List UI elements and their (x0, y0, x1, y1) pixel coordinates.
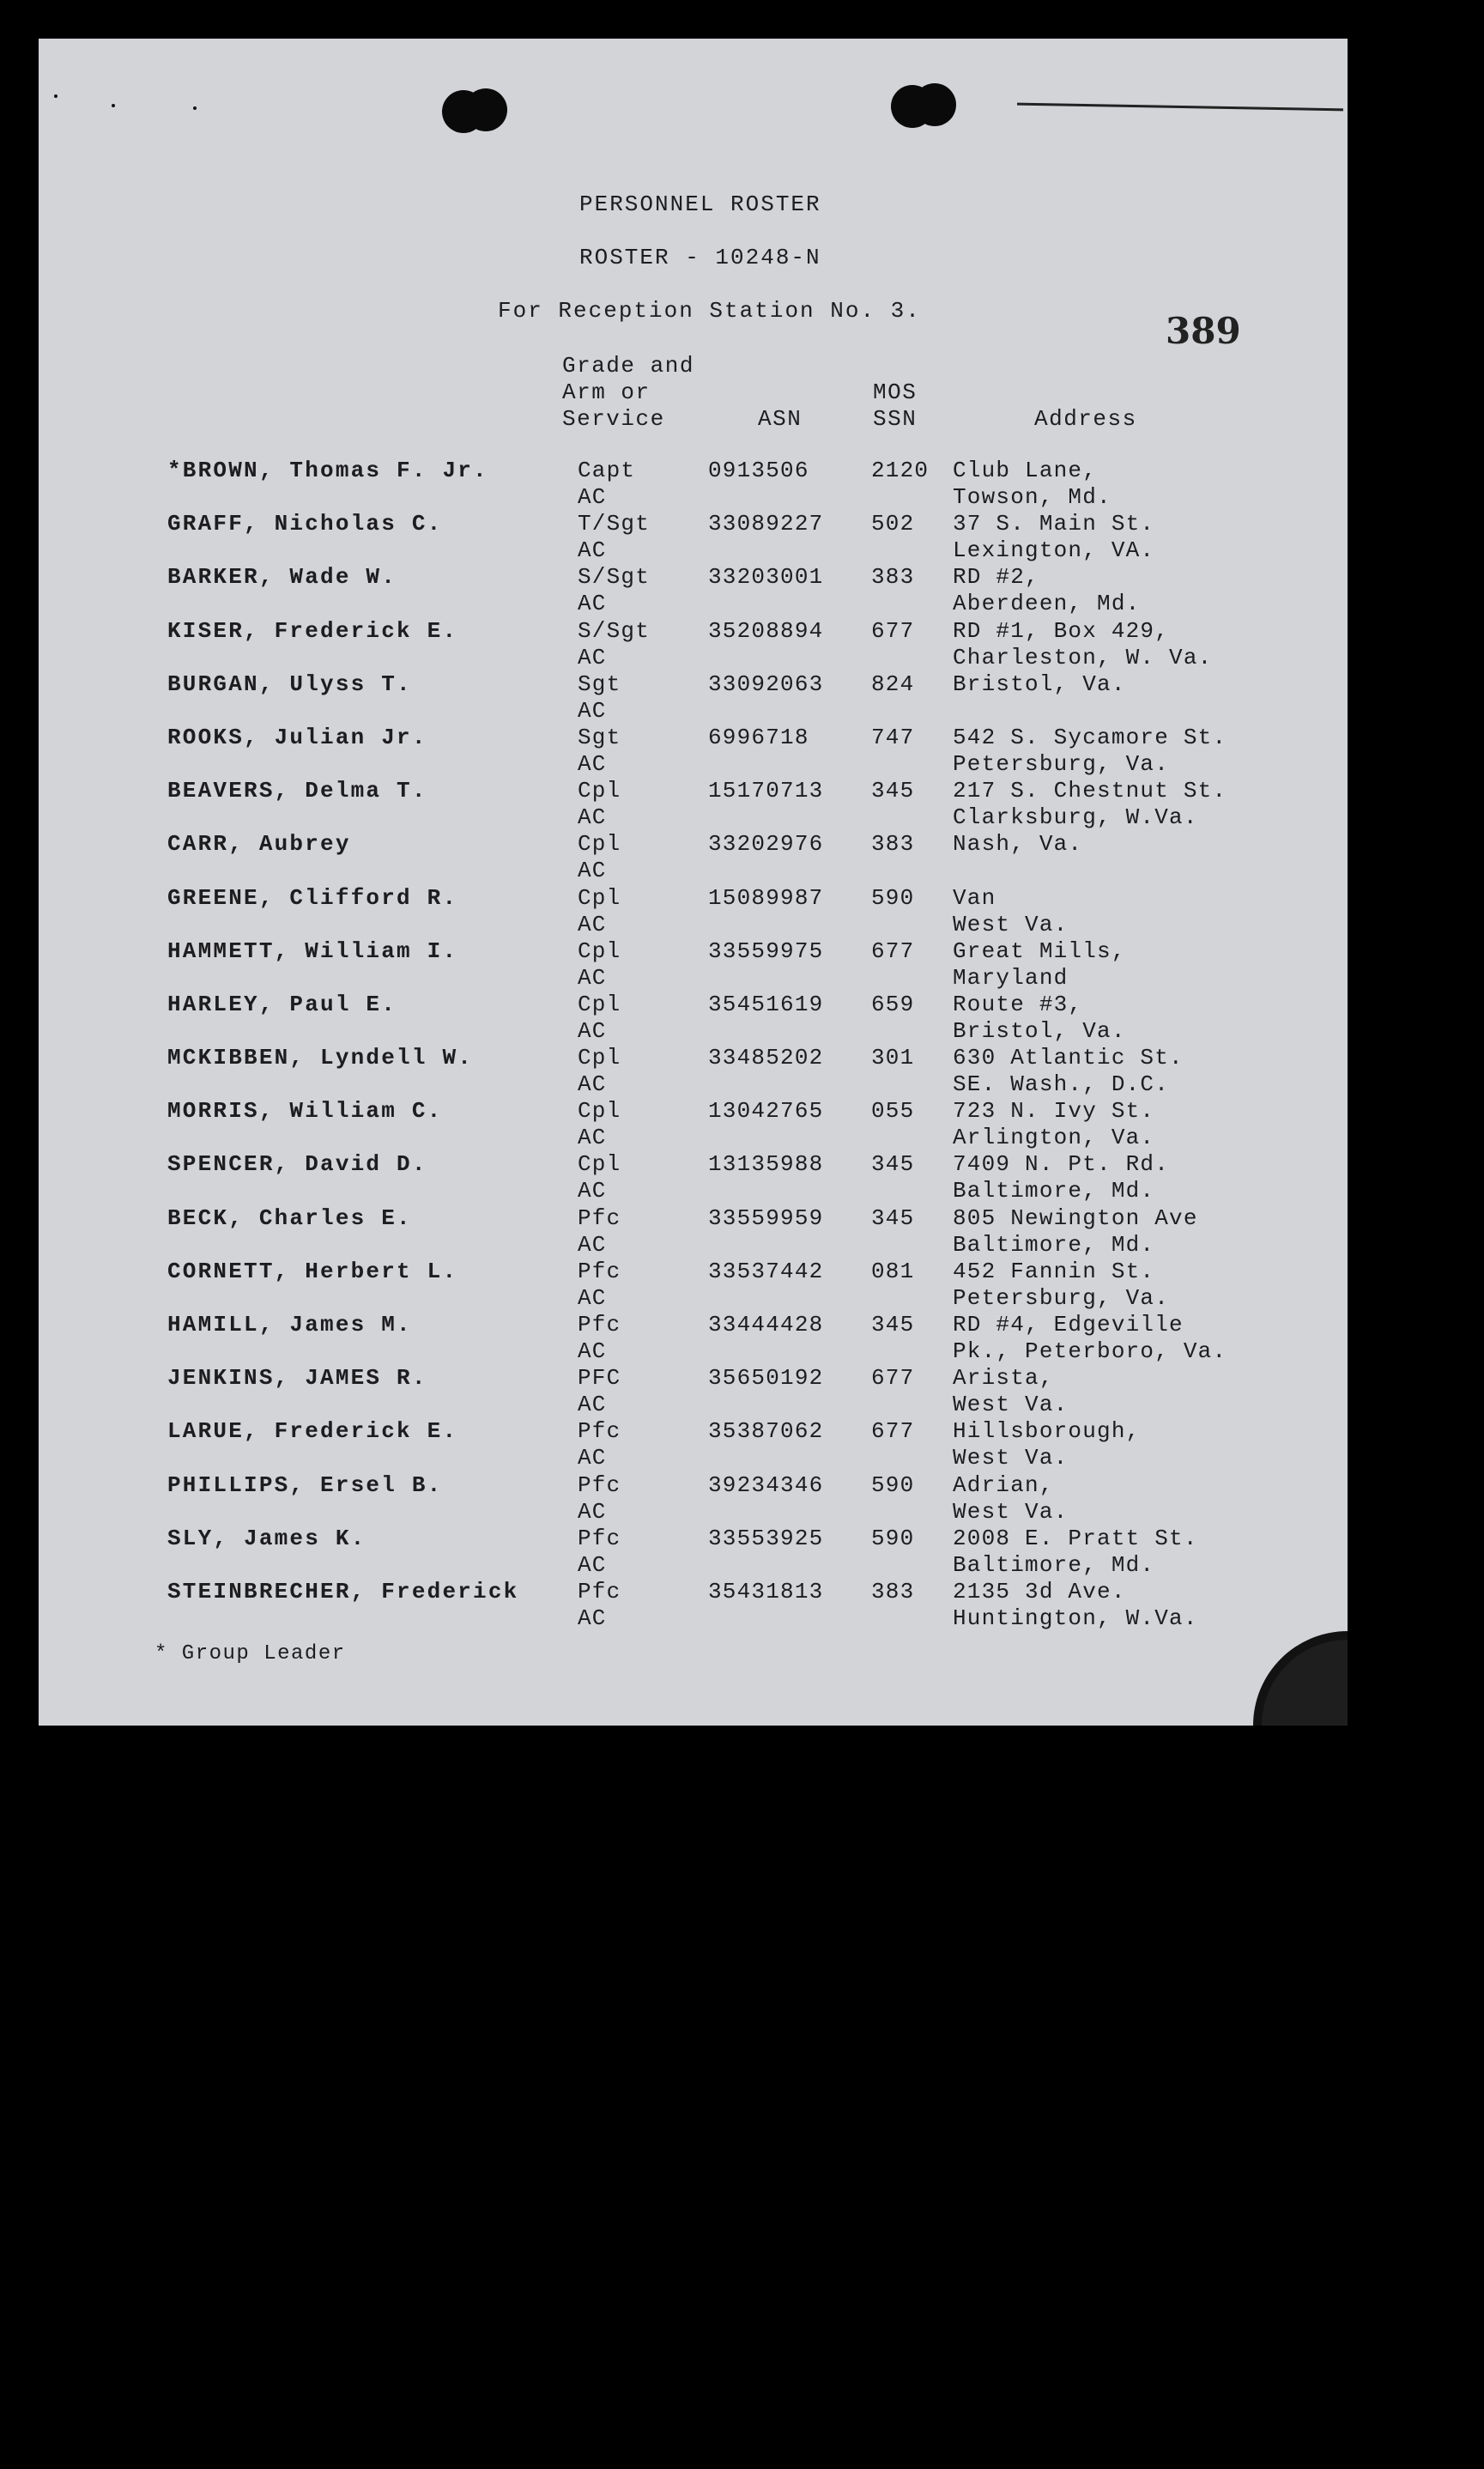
punch-hole-left (442, 87, 509, 136)
roster-name: BURGAN, Ulyss T. (167, 670, 412, 697)
roster-asn: 33092063 (708, 670, 824, 697)
column-header-mos (873, 379, 917, 433)
roster-grade: Pfc (578, 1204, 621, 1231)
roster-grade: Cpl (578, 831, 621, 858)
roster-asn: 35387062 (708, 1418, 824, 1445)
roster-arm: AC (578, 697, 607, 724)
table-row (39, 1418, 1348, 1471)
roster-arm: AC (578, 1498, 607, 1525)
roster-asn: 33537442 (708, 1258, 824, 1284)
roster-name: LARUE, Frederick E. (167, 1418, 458, 1445)
roster-mos: 301 (871, 1045, 915, 1071)
roster-address-line2: Maryland (953, 964, 1069, 991)
roster-mos: 824 (871, 670, 915, 697)
roster-asn: 35208894 (708, 617, 824, 644)
roster-asn: 39234346 (708, 1471, 824, 1498)
roster-address-line2: West Va. (953, 1392, 1069, 1418)
roster-name: MCKIBBEN, Lyndell W. (167, 1045, 474, 1071)
document-page (39, 39, 1348, 1726)
roster-mos: 383 (871, 564, 915, 591)
roster-name: PHILLIPS, Ersel B. (167, 1471, 443, 1498)
table-row (39, 618, 1348, 671)
roster-asn: 0913506 (708, 458, 809, 483)
roster-arm: AC (578, 537, 607, 564)
table-row (39, 725, 1348, 778)
roster-address-line1: Route #3, (953, 991, 1083, 1017)
roster-address-line1: Nash, Va. (953, 831, 1083, 858)
roster-address-line2: Charleston, W. Va. (953, 644, 1213, 670)
roster-asn: 35650192 (708, 1365, 824, 1392)
roster-mos: 590 (871, 884, 915, 911)
roster-grade: Pfc (578, 1525, 621, 1551)
table-row (39, 1579, 1348, 1632)
roster-address-line1: 217 S. Chestnut St. (953, 778, 1227, 804)
table-row (39, 1472, 1348, 1526)
roster-grade: Cpl (578, 991, 621, 1017)
roster-mos: 345 (871, 1312, 915, 1338)
roster-asn: 35451619 (708, 991, 824, 1017)
roster-mos: 345 (871, 1151, 915, 1178)
roster-name: GRAFF, Nicholas C. (167, 511, 443, 537)
roster-mos: 677 (871, 937, 915, 964)
roster-grade: Pfc (578, 1258, 621, 1284)
table-row (39, 671, 1348, 725)
roster-address-line1: 805 Newington Ave (953, 1204, 1198, 1231)
table-row (39, 1045, 1348, 1098)
table-row (39, 1365, 1348, 1418)
column-header-asn: ASN (758, 406, 803, 432)
roster-title: PERSONNEL ROSTER (579, 191, 821, 217)
roster-grade: Cpl (578, 1045, 621, 1071)
roster-address-line2: Huntington, W.Va. (953, 1605, 1198, 1631)
roster-address-line1: Great Mills, (953, 937, 1126, 964)
table-row (39, 938, 1348, 992)
station-line: For Reception Station No. 3. (498, 298, 921, 324)
roster-address-line2: Pk., Peterboro, Va. (953, 1338, 1227, 1364)
roster-name: GREENE, Clifford R. (167, 884, 458, 911)
roster-grade: Cpl (578, 778, 621, 804)
table-row (39, 778, 1348, 831)
table-row (39, 1098, 1348, 1151)
roster-name: ROOKS, Julian Jr. (167, 724, 427, 750)
roster-arm: AC (578, 1071, 607, 1098)
table-row (39, 831, 1348, 884)
roster-arm: AC (578, 484, 607, 510)
roster-name: JENKINS, JAMES R. (167, 1365, 427, 1392)
roster-name: HARLEY, Paul E. (167, 991, 397, 1017)
roster-arm: AC (578, 1125, 607, 1151)
roster-name: BECK, Charles E. (167, 1204, 412, 1231)
roster-address-line1: 7409 N. Pt. Rd. (953, 1151, 1170, 1178)
roster-address-line2: Baltimore, Md. (953, 1551, 1155, 1578)
roster-asn: 35431813 (708, 1578, 824, 1605)
roster-address-line1: RD #2, (953, 564, 1039, 591)
roster-grade: Pfc (578, 1471, 621, 1498)
table-row (39, 1205, 1348, 1259)
roster-grade: T/Sgt (578, 511, 651, 537)
roster-arm: AC (578, 911, 607, 937)
roster-mos: 659 (871, 991, 915, 1017)
column-header-grade-line3: Service (562, 406, 665, 432)
roster-asn: 33089227 (708, 511, 824, 537)
roster-address-line1: RD #4, Edgeville (953, 1312, 1184, 1338)
roster-address-line1: 37 S. Main St. (953, 511, 1155, 537)
roster-arm: AC (578, 1338, 607, 1364)
roster-name: CARR, Aubrey (167, 831, 351, 858)
roster-mos: 345 (871, 778, 915, 804)
table-row (39, 1526, 1348, 1579)
roster-mos: 081 (871, 1258, 915, 1284)
roster-arm: AC (578, 858, 607, 884)
roster-name: HAMILL, James M. (167, 1312, 412, 1338)
column-header-address: Address (1034, 406, 1137, 432)
roster-asn: 15089987 (708, 884, 824, 911)
column-header-grade (562, 353, 694, 433)
roster-address-line2: Aberdeen, Md. (953, 591, 1141, 617)
roster-asn: 33444428 (708, 1312, 824, 1338)
roster-name: SLY, James K. (167, 1525, 366, 1551)
roster-address-line1: 630 Atlantic St. (953, 1045, 1184, 1071)
table-row (39, 992, 1348, 1045)
roster-name: *BROWN, Thomas F. Jr. (167, 458, 488, 483)
roster-asn: 33553925 (708, 1525, 824, 1551)
roster-arm: AC (578, 1284, 607, 1311)
roster-grade: Cpl (578, 1098, 621, 1125)
roster-address-line1: Van (953, 884, 996, 911)
roster-grade: Pfc (578, 1312, 621, 1338)
table-row (39, 564, 1348, 617)
roster-address-line1: 2008 E. Pratt St. (953, 1525, 1198, 1551)
footnote: * Group Leader (154, 1642, 346, 1665)
roster-address-line2: Bristol, Va. (953, 1017, 1126, 1044)
torn-corner (1253, 1631, 1348, 1726)
roster-name: BEAVERS, Delma T. (167, 778, 427, 804)
roster-address-line1: Arista, (953, 1365, 1054, 1392)
roster-arm: AC (578, 591, 607, 617)
roster-mos: 590 (871, 1471, 915, 1498)
roster-mos: 677 (871, 617, 915, 644)
roster-arm: AC (578, 1231, 607, 1258)
roster-mos: 055 (871, 1098, 915, 1125)
roster-number: ROSTER - 10248-N (579, 245, 821, 270)
roster-asn: 33559975 (708, 937, 824, 964)
roster-name: CORNETT, Herbert L. (167, 1258, 458, 1284)
roster-asn: 33202976 (708, 831, 824, 858)
roster-name: MORRIS, William C. (167, 1098, 443, 1125)
roster-arm: AC (578, 1605, 607, 1631)
punch-hole-right (891, 82, 958, 131)
roster-table (39, 458, 1348, 1632)
roster-name: HAMMETT, William I. (167, 937, 458, 964)
roster-grade: Cpl (578, 1151, 621, 1178)
roster-grade: PFC (578, 1365, 621, 1392)
roster-grade: Pfc (578, 1578, 621, 1605)
roster-address-line2: Baltimore, Md. (953, 1178, 1155, 1204)
roster-address-line2: West Va. (953, 911, 1069, 937)
roster-grade: Sgt (578, 724, 621, 750)
roster-address-line2: Baltimore, Md. (953, 1231, 1155, 1258)
roster-address-line2: West Va. (953, 1445, 1069, 1471)
roster-asn: 15170713 (708, 778, 824, 804)
column-header-mos-line1: MOS (873, 379, 918, 405)
roster-mos: 2120 (871, 458, 930, 483)
roster-grade: Sgt (578, 670, 621, 697)
table-row (39, 511, 1348, 564)
roster-grade: Pfc (578, 1418, 621, 1445)
roster-name: SPENCER, David D. (167, 1151, 427, 1178)
roster-grade: S/Sgt (578, 564, 651, 591)
roster-address-line1: Adrian, (953, 1471, 1054, 1498)
table-row (39, 885, 1348, 938)
column-header-grade-line2: Arm or (562, 379, 651, 405)
roster-address-line1: 2135 3d Ave. (953, 1578, 1126, 1605)
roster-arm: AC (578, 750, 607, 777)
roster-address-line2: Petersburg, Va. (953, 1284, 1170, 1311)
roster-name: KISER, Frederick E. (167, 617, 458, 644)
roster-mos: 383 (871, 831, 915, 858)
roster-address-line1: RD #1, Box 429, (953, 617, 1170, 644)
scratch-mark (1017, 103, 1343, 112)
roster-arm: AC (578, 1551, 607, 1578)
roster-mos: 345 (871, 1204, 915, 1231)
roster-name: BARKER, Wade W. (167, 564, 397, 591)
roster-address-line1: Bristol, Va. (953, 670, 1126, 697)
speck (112, 104, 115, 107)
roster-asn: 33485202 (708, 1045, 824, 1071)
roster-arm: AC (578, 804, 607, 831)
roster-arm: AC (578, 1392, 607, 1418)
roster-grade: Capt (578, 458, 636, 483)
roster-address-line2: Towson, Md. (953, 484, 1111, 510)
roster-address-line2: Lexington, VA. (953, 537, 1155, 564)
roster-mos: 590 (871, 1525, 915, 1551)
table-row (39, 1259, 1348, 1312)
roster-address-line2: Arlington, Va. (953, 1125, 1155, 1151)
roster-mos: 502 (871, 511, 915, 537)
roster-address-line2: Clarksburg, W.Va. (953, 804, 1198, 831)
table-row (39, 1312, 1348, 1365)
roster-grade: Cpl (578, 937, 621, 964)
table-row (39, 1151, 1348, 1204)
column-header-grade-line1: Grade and (562, 353, 694, 379)
roster-address-line1: 542 S. Sycamore St. (953, 724, 1227, 750)
roster-address-line2: West Va. (953, 1498, 1069, 1525)
column-header-mos-line2: SSN (873, 406, 918, 432)
speck (54, 94, 58, 98)
speck (193, 106, 197, 110)
roster-arm: AC (578, 644, 607, 670)
roster-mos: 677 (871, 1418, 915, 1445)
roster-mos: 747 (871, 724, 915, 750)
roster-name: STEINBRECHER, Frederick (167, 1578, 519, 1605)
roster-address-line1: Club Lane, (953, 458, 1098, 483)
roster-address-line2: SE. Wash., D.C. (953, 1071, 1170, 1098)
roster-address-line2: Petersburg, Va. (953, 750, 1170, 777)
roster-grade: Cpl (578, 884, 621, 911)
roster-grade: S/Sgt (578, 617, 651, 644)
roster-asn: 13135988 (708, 1151, 824, 1178)
roster-asn: 33203001 (708, 564, 824, 591)
roster-address-line1: Hillsborough, (953, 1418, 1141, 1445)
roster-address-line1: 723 N. Ivy St. (953, 1098, 1155, 1125)
roster-mos: 677 (871, 1365, 915, 1392)
roster-asn: 13042765 (708, 1098, 824, 1125)
roster-asn: 33559959 (708, 1204, 824, 1231)
page-number: 389 (1166, 310, 1241, 352)
roster-arm: AC (578, 1017, 607, 1044)
roster-address-line1: 452 Fannin St. (953, 1258, 1155, 1284)
roster-arm: AC (578, 1445, 607, 1471)
roster-mos: 383 (871, 1578, 915, 1605)
roster-arm: AC (578, 964, 607, 991)
roster-arm: AC (578, 1178, 607, 1204)
roster-asn: 6996718 (708, 724, 809, 750)
table-row (39, 458, 1348, 511)
